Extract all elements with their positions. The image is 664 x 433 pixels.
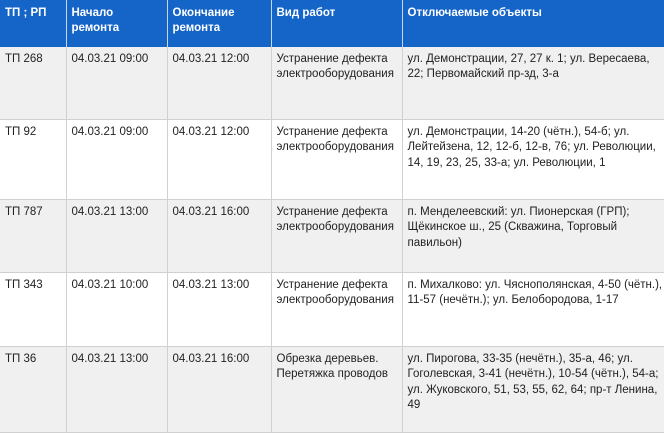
cell-end: 04.03.21 16:00 <box>167 347 271 433</box>
cell-work-type: Устранение дефекта электрооборудования <box>271 47 402 120</box>
cell-end: 04.03.21 12:00 <box>167 120 271 200</box>
cell-objects: ул. Демонстрации, 14-20 (чётн.), 54-б; ул. Лейтейзена, 12, 12-б, 12-в, 76; ул. Революции, 14, 19, 23, 25, 33-а; ул. Революции, 1 <box>402 120 664 200</box>
table-row <box>0 347 664 433</box>
table-row <box>0 273 664 347</box>
cell-start: 04.03.21 13:00 <box>66 200 167 273</box>
cell-work-type: Устранение дефекта электрооборудования <box>271 120 402 200</box>
table-row <box>0 47 664 120</box>
cell-work-type: Устранение дефекта электрооборудования <box>271 200 402 273</box>
cell-work-type: Устранение дефекта электрооборудования <box>271 273 402 347</box>
header-end: Окончание ремонта <box>167 0 271 47</box>
cell-objects: п. Михалково: ул. Чяснополянская, 4-50 (чётн.), 11-57 (нечётн.); ул. Белобородова, 1-17 <box>402 273 664 347</box>
cell-objects: ул. Демонстрации, 27, 27 к. 1; ул. Вересаева, 22; Первомайский пр-зд, 3-а <box>402 47 664 120</box>
cell-objects: п. Менделеевский: ул. Пионерская (ГРП); Щёкинское ш., 25 (Скважина, Торговый павильон) <box>402 200 664 273</box>
table-row <box>0 120 664 200</box>
cell-end: 04.03.21 12:00 <box>167 47 271 120</box>
cell-start: 04.03.21 13:00 <box>66 347 167 433</box>
header-work-type: Вид работ <box>271 0 402 47</box>
table-row <box>0 200 664 273</box>
cell-start: 04.03.21 09:00 <box>66 120 167 200</box>
cell-start: 04.03.21 10:00 <box>66 273 167 347</box>
cell-work-type: Обрезка деревьев. Перетяжка проводов <box>271 347 402 433</box>
cell-tp: ТП 343 <box>0 273 66 347</box>
cell-end: 04.03.21 13:00 <box>167 273 271 347</box>
cell-end: 04.03.21 16:00 <box>167 200 271 273</box>
cell-objects: ул. Пирогова, 33-35 (нечётн.), 35-а, 46; ул. Гоголевская, 3-41 (нечётн.), 10-54 (чётн.), 54-а; ул. Жуковского, 51, 53, 55, 62, 64; пр-т Ленина, 49 <box>402 347 664 433</box>
header-objects: Отключаемые объекты <box>402 0 664 47</box>
cell-tp: ТП 36 <box>0 347 66 433</box>
cell-tp: ТП 92 <box>0 120 66 200</box>
table-header-row <box>0 0 664 47</box>
cell-tp: ТП 268 <box>0 47 66 120</box>
cell-tp: ТП 787 <box>0 200 66 273</box>
header-start: Начало ремонта <box>66 0 167 47</box>
header-tp: ТП ; РП <box>0 0 66 47</box>
cell-start: 04.03.21 09:00 <box>66 47 167 120</box>
